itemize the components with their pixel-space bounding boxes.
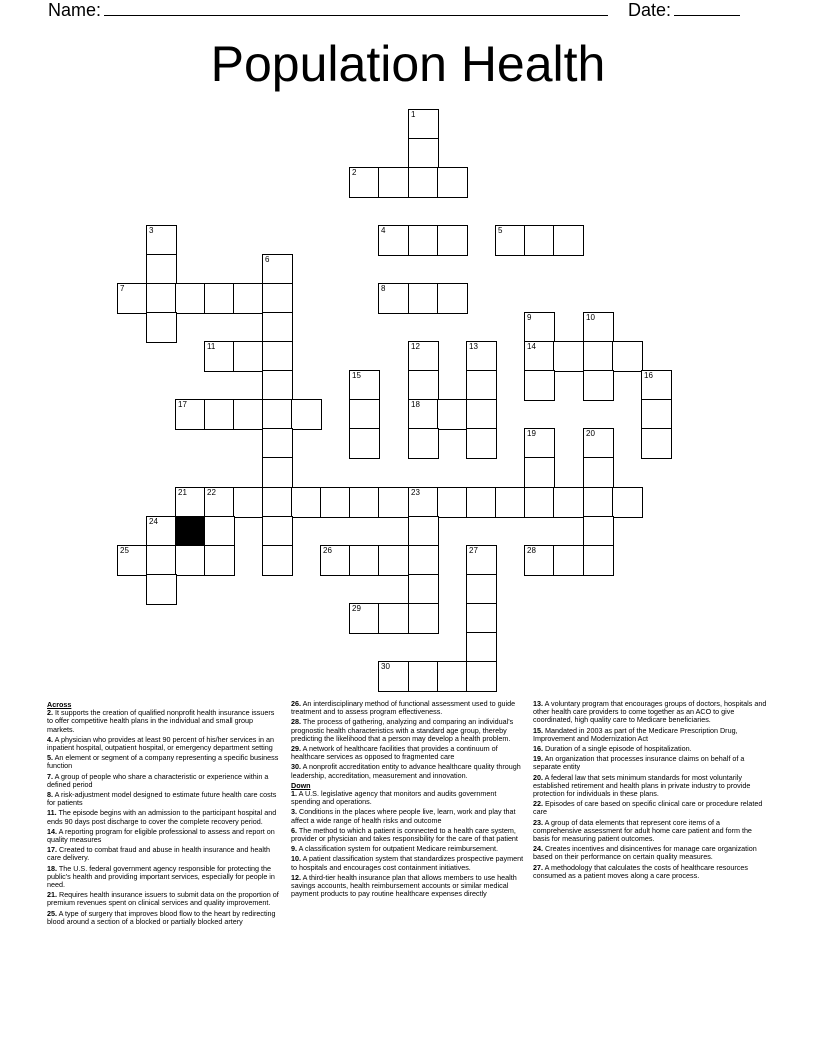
clue-number: 16 bbox=[644, 371, 653, 380]
grid-cell[interactable] bbox=[175, 487, 206, 518]
clue-text: A type of surgery that improves blood flow to the heart by redirecting blood around a section of a blocked or partially blocked artery bbox=[47, 908, 276, 926]
clue-text: An organization that processes insurance claims on behalf of a separate entity bbox=[533, 754, 745, 772]
grid-cell[interactable] bbox=[408, 138, 439, 169]
grid-cell[interactable] bbox=[204, 545, 235, 576]
clue-num: 29. bbox=[291, 744, 301, 754]
clue bbox=[47, 910, 279, 926]
clue bbox=[291, 845, 525, 853]
clue-number: 5 bbox=[498, 226, 503, 235]
grid-cell[interactable] bbox=[466, 428, 497, 459]
clue-text: A voluntary program that encourages groups of doctors, hospitals and other health care providers to come together as an ACO to give coordinated, high quality care to Medicare beneficiaries. bbox=[533, 699, 767, 725]
clue-text: A physician who provides at least 90 percent of his/her services in an inpatient hospital, outpatient hospital, or emergency department setting bbox=[47, 734, 274, 753]
clue bbox=[291, 827, 525, 843]
clue-number: 24 bbox=[149, 517, 158, 526]
clue-number: 11 bbox=[207, 342, 216, 351]
grid-cell[interactable] bbox=[466, 632, 497, 663]
grid-cell[interactable] bbox=[437, 487, 468, 518]
grid-cell[interactable] bbox=[349, 428, 380, 459]
grid-cell[interactable] bbox=[583, 457, 614, 488]
clue-number: 21 bbox=[178, 488, 187, 497]
grid-cell[interactable] bbox=[437, 399, 468, 430]
grid-cell[interactable] bbox=[641, 399, 672, 430]
clue-num: 17. bbox=[47, 845, 57, 855]
clue bbox=[533, 845, 767, 861]
clue-number: 4 bbox=[381, 226, 386, 235]
clue bbox=[291, 790, 525, 806]
grid-cell[interactable] bbox=[641, 370, 672, 401]
clue-num: 11. bbox=[47, 808, 57, 818]
clue-text: A reporting program for eligible professional to assess and report on quality measures bbox=[47, 826, 275, 845]
clue-number: 13 bbox=[469, 342, 478, 351]
clue-num: 12. bbox=[291, 872, 301, 882]
clue-num: 24. bbox=[533, 844, 543, 854]
clues-column-1 bbox=[47, 700, 279, 928]
clue-num: 1. bbox=[291, 789, 297, 799]
clue-num: 28. bbox=[291, 717, 301, 727]
grid-cell[interactable] bbox=[146, 283, 177, 314]
clue-text: Creates incentives and disincentives for manage care organization based on their performance on certain quality measures. bbox=[533, 844, 757, 862]
clue bbox=[533, 819, 767, 844]
grid-cell[interactable] bbox=[553, 487, 584, 518]
grid-cell[interactable] bbox=[583, 312, 614, 343]
clue-number: 30 bbox=[381, 662, 390, 671]
clue-number: 27 bbox=[469, 546, 478, 555]
clue-num: 10. bbox=[291, 854, 301, 864]
clue-num: 8. bbox=[47, 790, 53, 800]
grid-cell[interactable] bbox=[262, 545, 293, 576]
clue-text: The process of gathering, analyzing and comparing an individual's prognostic health characteristics with a standard age group, thereby predicting the likelihood that a person may develop a health problem. bbox=[291, 717, 514, 743]
grid-cell[interactable] bbox=[320, 487, 351, 518]
grid-cell[interactable] bbox=[204, 516, 235, 547]
grid-cell[interactable] bbox=[146, 312, 177, 343]
grid-cell[interactable] bbox=[349, 167, 380, 198]
clue-text: A classification system for outpatient Medicare reimbursement. bbox=[297, 844, 498, 854]
grid-cell[interactable] bbox=[146, 225, 177, 256]
grid-cell[interactable] bbox=[583, 516, 614, 547]
clue-num: 21. bbox=[47, 890, 57, 900]
grid-cell[interactable] bbox=[262, 428, 293, 459]
clue-text: A U.S. legislative agency that monitors and audits government spending and operations. bbox=[291, 789, 497, 807]
date-label: Date: bbox=[628, 0, 672, 20]
clue-text: Episodes of care based on specific clinical care or procedure related care bbox=[533, 799, 763, 817]
grid-cell[interactable] bbox=[408, 283, 439, 314]
clue-number: 2 bbox=[352, 168, 357, 177]
grid-cell[interactable] bbox=[612, 341, 643, 372]
grid-cell[interactable] bbox=[204, 283, 235, 314]
grid-cell[interactable] bbox=[146, 516, 177, 547]
clue bbox=[533, 700, 767, 725]
grid-cell[interactable] bbox=[117, 545, 148, 576]
grid-cell[interactable] bbox=[466, 574, 497, 605]
grid-cell[interactable] bbox=[466, 399, 497, 430]
clue bbox=[291, 700, 525, 716]
grid-cell[interactable] bbox=[553, 341, 584, 372]
grid-cell[interactable] bbox=[378, 487, 409, 518]
grid-cell[interactable] bbox=[378, 661, 409, 692]
grid-cell[interactable] bbox=[320, 545, 351, 576]
grid-cell[interactable] bbox=[612, 487, 643, 518]
grid-cell[interactable] bbox=[204, 487, 235, 518]
grid-cell[interactable] bbox=[553, 545, 584, 576]
clue-text: Requires health insurance issuers to submit data on the proportion of premium revenues spent on clinical services and quality improvement. bbox=[47, 890, 279, 908]
clue-text: A group of people who share a characteristic or experience within a defined period bbox=[47, 771, 269, 789]
clue bbox=[291, 718, 525, 743]
grid-cell[interactable] bbox=[524, 225, 555, 256]
clue bbox=[47, 828, 279, 844]
clue-num: 4. bbox=[47, 734, 53, 744]
clue bbox=[533, 774, 767, 799]
grid-cell[interactable] bbox=[262, 457, 293, 488]
grid-cell[interactable] bbox=[233, 341, 264, 372]
clue-number: 9 bbox=[527, 313, 532, 322]
clue bbox=[291, 855, 525, 871]
grid-cell[interactable] bbox=[466, 603, 497, 634]
clue-num: 20. bbox=[533, 772, 543, 782]
clue-number: 8 bbox=[381, 284, 386, 293]
grid-cell[interactable] bbox=[641, 428, 672, 459]
grid-cell[interactable] bbox=[146, 574, 177, 605]
clue bbox=[47, 791, 279, 807]
clue-number: 17 bbox=[178, 400, 187, 409]
clue-num: 2. bbox=[47, 708, 53, 718]
grid-cell[interactable] bbox=[437, 283, 468, 314]
grid-cell[interactable] bbox=[378, 283, 409, 314]
clue bbox=[47, 891, 279, 907]
clue-num: 14. bbox=[47, 826, 57, 836]
grid-cell[interactable] bbox=[495, 487, 526, 518]
clue-num: 30. bbox=[291, 762, 301, 772]
clue bbox=[47, 709, 279, 734]
grid-cell[interactable] bbox=[466, 661, 497, 692]
grid-cell[interactable] bbox=[378, 167, 409, 198]
clue-num: 26. bbox=[291, 699, 301, 708]
grid-cell[interactable] bbox=[378, 545, 409, 576]
grid-cell[interactable] bbox=[262, 341, 293, 372]
clue-number: 20 bbox=[586, 429, 595, 438]
clue-num: 6. bbox=[291, 825, 297, 835]
clue-num: 19. bbox=[533, 754, 543, 764]
grid-cell[interactable] bbox=[466, 487, 497, 518]
clue-number: 22 bbox=[207, 488, 216, 497]
clue bbox=[533, 864, 767, 880]
clues-column-3 bbox=[533, 700, 767, 882]
clue bbox=[47, 865, 279, 890]
clue-text: The episode begins with an admission to the participant hospital and ends 90 days post discharge to cover the complete recovery period. bbox=[47, 808, 277, 826]
clue-num: 15. bbox=[533, 725, 543, 735]
clue-number: 10 bbox=[586, 313, 595, 322]
grid-cell[interactable] bbox=[524, 428, 555, 459]
grid-cell[interactable] bbox=[583, 545, 614, 576]
grid-cell[interactable] bbox=[378, 603, 409, 634]
clue-num: 23. bbox=[533, 817, 543, 827]
clue-text: The method to which a patient is connected to a health care system, provider or physician and takes responsibility for the care of that patient bbox=[291, 825, 518, 844]
clue bbox=[47, 754, 279, 770]
clues-column-2 bbox=[291, 700, 525, 900]
grid-cell[interactable] bbox=[408, 661, 439, 692]
clue bbox=[47, 736, 279, 752]
grid-cell[interactable] bbox=[262, 254, 293, 285]
grid-cell[interactable] bbox=[408, 516, 439, 547]
grid-cell[interactable] bbox=[466, 545, 497, 576]
clue-text: An interdisciplinary method of functional assessment used to guide treatment and to assess program effectiveness. bbox=[291, 699, 516, 717]
grid-cell[interactable] bbox=[408, 603, 439, 634]
grid-cell[interactable] bbox=[175, 399, 206, 430]
grid-cell[interactable] bbox=[524, 312, 555, 343]
grid-cell[interactable] bbox=[291, 487, 322, 518]
grid-cell[interactable] bbox=[262, 399, 293, 430]
clue-num: 27. bbox=[533, 862, 543, 872]
clue bbox=[291, 808, 525, 824]
grid-cell[interactable] bbox=[349, 603, 380, 634]
clue-num: 18. bbox=[47, 863, 57, 873]
clue bbox=[47, 846, 279, 862]
clue-number: 26 bbox=[323, 546, 332, 555]
clue-num: 25. bbox=[47, 908, 57, 918]
grid-cell[interactable] bbox=[583, 487, 614, 518]
clue bbox=[291, 745, 525, 761]
clue-number: 7 bbox=[120, 284, 125, 293]
clue-number: 23 bbox=[411, 488, 420, 497]
grid-cell[interactable] bbox=[262, 283, 293, 314]
grid-cell[interactable] bbox=[408, 109, 439, 140]
grid-cell[interactable] bbox=[583, 341, 614, 372]
clue-text: A methodology that calculates the costs of healthcare resources consumed as a patient moves along a care process. bbox=[533, 862, 748, 880]
grid-cell[interactable] bbox=[233, 283, 264, 314]
clue-number: 1 bbox=[411, 110, 416, 119]
clue-number: 18 bbox=[411, 400, 420, 409]
grid-cell[interactable] bbox=[175, 545, 206, 576]
clue bbox=[533, 800, 767, 816]
clue-num: 9. bbox=[291, 844, 297, 854]
clue-num: 5. bbox=[47, 753, 53, 763]
grid-cell[interactable] bbox=[408, 399, 439, 430]
grid-cell[interactable] bbox=[553, 225, 584, 256]
clue-num: 7. bbox=[47, 771, 53, 781]
clue bbox=[291, 763, 525, 779]
clue-text: Conditions in the places where people live, learn, work and play that affect a wide range of health risks and outcome bbox=[291, 807, 516, 825]
clue-number: 28 bbox=[527, 546, 536, 555]
grid-cell[interactable] bbox=[262, 516, 293, 547]
grid-cell[interactable] bbox=[408, 487, 439, 518]
clue-num: 22. bbox=[533, 799, 543, 809]
clue-number: 6 bbox=[265, 255, 270, 264]
clue bbox=[47, 809, 279, 825]
grid-cell[interactable] bbox=[117, 283, 148, 314]
grid-cell[interactable] bbox=[437, 661, 468, 692]
clue-text: A third-tier health insurance plan that allows members to use health savings accounts, health reimbursement accounts or similar medical payment products to pay routine healthcare expenses directly bbox=[291, 872, 517, 899]
clue-number: 29 bbox=[352, 604, 361, 613]
grid-cell[interactable] bbox=[291, 399, 322, 430]
clue-text: A network of healthcare facilities that provides a continuum of healthcare services as opposed to fragmented care bbox=[291, 744, 498, 762]
grid-cell[interactable] bbox=[437, 225, 468, 256]
name-label: Name: bbox=[48, 0, 102, 20]
clue-num: 13. bbox=[533, 699, 543, 708]
down-clue-list-cont bbox=[533, 700, 767, 880]
clue bbox=[47, 773, 279, 789]
grid-cell[interactable] bbox=[408, 225, 439, 256]
clue-number: 19 bbox=[527, 429, 536, 438]
grid-cell[interactable] bbox=[466, 341, 497, 372]
grid-cell[interactable] bbox=[583, 428, 614, 459]
clue-text: A nonprofit accreditation entity to advance healthcare quality through leadership, accreditation, measurement and innovation. bbox=[291, 762, 521, 780]
clue-text: Duration of a single episode of hospitalization. bbox=[543, 744, 692, 754]
grid-cell[interactable] bbox=[495, 225, 526, 256]
clue-number: 3 bbox=[149, 226, 154, 235]
clue bbox=[291, 874, 525, 899]
grid-cell[interactable] bbox=[408, 341, 439, 372]
black-square bbox=[175, 516, 206, 547]
clue-text: A federal law that sets minimum standards for most voluntarily established retirement and health plans in private industry to provide protection for individuals in these plans. bbox=[533, 772, 751, 799]
down-clue-list bbox=[291, 790, 525, 898]
grid-cell[interactable] bbox=[524, 457, 555, 488]
grid-cell[interactable] bbox=[262, 312, 293, 343]
clue-text: Mandated in 2003 as part of the Medicare Prescription Drug, Improvement and Modernization Act bbox=[533, 725, 738, 743]
clue-num: 16. bbox=[533, 744, 543, 754]
grid-cell[interactable] bbox=[349, 370, 380, 401]
clue-text: A patient classification system that standardizes prospective payment to hospitals and encourages cost containment initiatives. bbox=[291, 854, 524, 872]
grid-cell[interactable] bbox=[175, 283, 206, 314]
grid-cell[interactable] bbox=[146, 254, 177, 285]
clue-number: 12 bbox=[411, 342, 420, 351]
grid-cell[interactable] bbox=[408, 167, 439, 198]
grid-cell[interactable] bbox=[204, 341, 235, 372]
grid-cell[interactable] bbox=[233, 487, 264, 518]
clue-number: 14 bbox=[527, 342, 536, 351]
across-heading: Across bbox=[47, 700, 72, 709]
clue-text: A group of data elements that represent core items of a comprehensive assessment for adult home care patient and form the basis for measuring patient outcomes. bbox=[533, 817, 752, 844]
clue-text: Created to combat fraud and abuse in health insurance and health care delivery. bbox=[47, 845, 270, 863]
grid-cell[interactable] bbox=[204, 399, 235, 430]
grid-cell[interactable] bbox=[524, 487, 555, 518]
across-clue-list-cont bbox=[291, 700, 525, 780]
clue-text: A risk-adjustment model designed to estimate future health care costs for patients bbox=[47, 790, 277, 808]
clue-text: An element or segment of a company representing a specific business function bbox=[47, 753, 279, 771]
grid-cell[interactable] bbox=[378, 225, 409, 256]
grid-cell[interactable] bbox=[262, 487, 293, 518]
grid-cell[interactable] bbox=[408, 370, 439, 401]
grid-cell[interactable] bbox=[233, 399, 264, 430]
clue-number: 15 bbox=[352, 371, 361, 380]
down-heading: Down bbox=[291, 780, 311, 790]
grid-cell[interactable] bbox=[349, 487, 380, 518]
grid-cell[interactable] bbox=[349, 399, 380, 430]
clue bbox=[533, 745, 767, 753]
clue-text: It supports the creation of qualified nonprofit health insurance issuers to offer competitive health plans in the individual and small group markets. bbox=[47, 708, 275, 734]
clue bbox=[533, 727, 767, 743]
grid-cell[interactable] bbox=[146, 545, 177, 576]
grid-cell[interactable] bbox=[349, 545, 380, 576]
grid-cell[interactable] bbox=[524, 370, 555, 401]
grid-cell[interactable] bbox=[408, 428, 439, 459]
clue-num: 3. bbox=[291, 807, 297, 817]
grid-cell[interactable] bbox=[408, 545, 439, 576]
grid-cell[interactable] bbox=[437, 167, 468, 198]
grid-cell[interactable] bbox=[524, 545, 555, 576]
clue bbox=[533, 755, 767, 771]
grid-cell[interactable] bbox=[408, 574, 439, 605]
clue-number: 25 bbox=[120, 546, 129, 555]
clue-text: The U.S. federal government agency responsible for protecting the public's health and providing important services, especially for people in need. bbox=[47, 863, 275, 890]
grid-cell[interactable] bbox=[262, 370, 293, 401]
across-clue-list bbox=[47, 709, 279, 926]
grid-cell[interactable] bbox=[524, 341, 555, 372]
grid-cell[interactable] bbox=[466, 370, 497, 401]
grid-cell[interactable] bbox=[583, 370, 614, 401]
page-title: Population Health bbox=[210, 36, 606, 92]
